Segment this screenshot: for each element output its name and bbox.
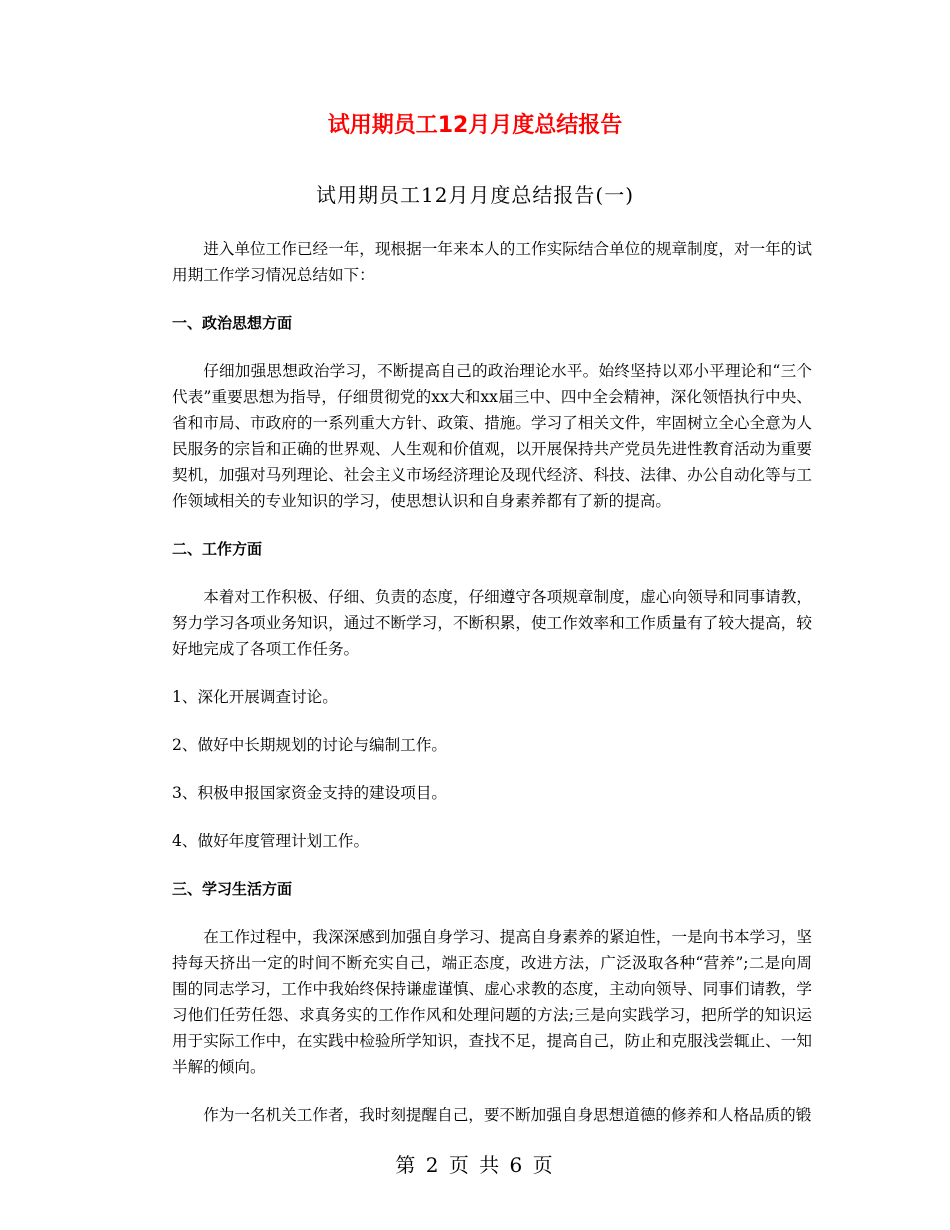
section-heading-politics: 一、政治思想方面 (172, 314, 293, 332)
list-item: 2、做好中长期规划的讨论与编制工作。 (172, 736, 448, 754)
document-body (172, 236, 812, 1128)
section-body-continued: 作为一名机关工作者，我时刻提醒自己，要不断加强自身思想道德的修养和人格品质的锻 (203, 1106, 812, 1124)
page-number-footer: 第 2 页 共 6 页 (395, 1153, 555, 1177)
section-heading-study: 三、学习生活方面 (172, 880, 293, 898)
section-body-study: 在工作过程中，我深深感到加强自身学习、提高自身素养的紧迫性，一是向书本学习，坚持每天挤出一定的时间不断充实自己，端正态度，改进方法，广泛汲取各种“营养”;二是向周围的同志学习，工作中我始终保持谦虚谨慎、虚心求教的态度，主动向领导、同事们请教，学习他们任劳任怨、求真务实的工作作风和处理问题的方法;三是向实践学习，把所学的知识运用于实际工作中，在实践中检验所学知识，查找不足，提高自己，防止和克服浅尝辄止、一知半解的倾向。 (172, 928, 812, 1076)
document-subtitle: 试用期员工12月月度总结报告(一) (315, 183, 635, 207)
list-item: 3、积极申报国家资金支持的建设项目。 (172, 784, 448, 802)
section-heading-work: 二、工作方面 (172, 540, 263, 558)
intro-paragraph: 进入单位工作已经一年，现根据一年来本人的工作实际结合单位的规章制度，对一年的试用期工作学习情况总结如下： (172, 240, 812, 284)
page-title: 试用期员工12月月度总结报告 (327, 113, 623, 138)
list-item: 1、深化开展调查讨论。 (172, 688, 338, 706)
list-item: 4、做好年度管理计划工作。 (172, 832, 370, 850)
section-body-work: 本着对工作积极、仔细、负责的态度，仔细遵守各项规章制度，虚心向领导和同事请教，努力学习各项业务知识，通过不断学习，不断积累，使工作效率和工作质量有了较大提高，较好地完成了各项工作任务。 (172, 588, 812, 658)
section-body-politics: 仔细加强思想政治学习，不断提高自己的政治理论水平。始终坚持以邓小平理论和“三个代表”重要思想为指导，仔细贯彻党的xx大和xx届三中、四中全会精神，深化领悟执行中央、省和市局、市政府的一系列重大方针、政策、措施。学习了相关文件，牢固树立全心全意为人民服务的宗旨和正确的世界观、人生观和价值观，以开展保持共产党员先进性教育活动为重要契机，加强对马列理论、社会主义市场经济理论及现代经济、科技、法律、办公自动化等与工作领域相关的专业知识的学习，使思想认识和自身素养都有了新的提高。 (172, 362, 812, 510)
